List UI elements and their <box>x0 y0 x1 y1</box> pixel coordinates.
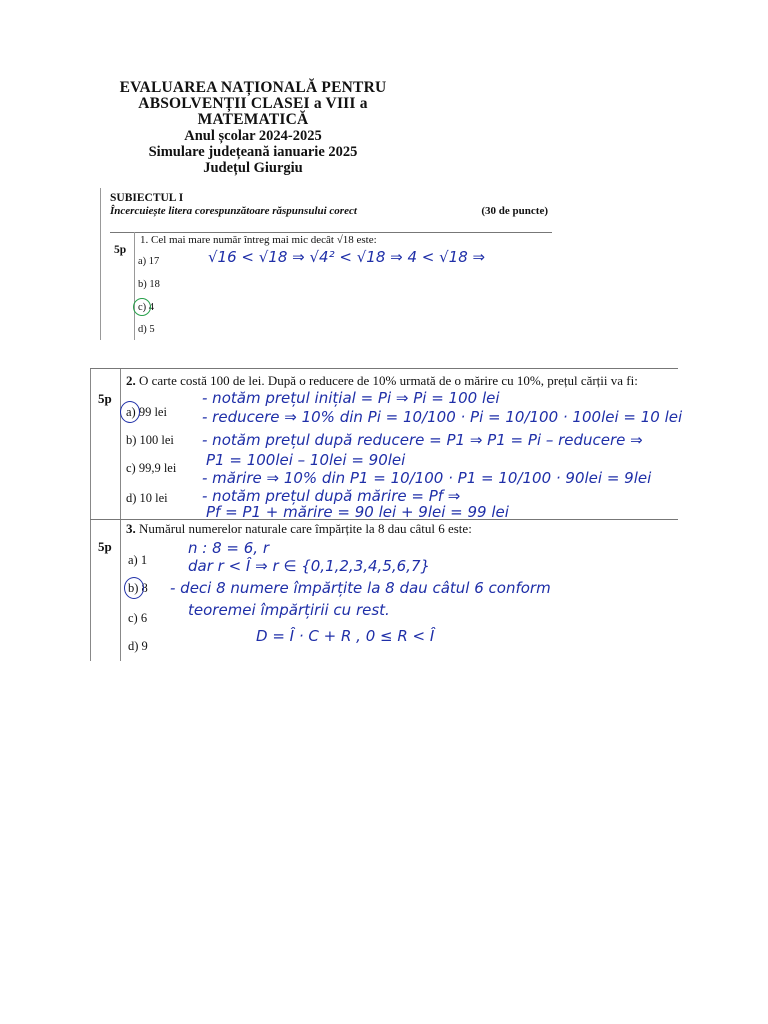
exam-header <box>92 80 414 188</box>
header-line-5: Simulare județeană ianuarie 2025 <box>148 144 358 160</box>
answer-circle <box>120 401 140 423</box>
q1-option-a: a) 17 <box>138 256 160 267</box>
q2-handwriting-7: Pf = P1 + mărire = 90 lei + 9lei = 99 lei <box>206 503 509 521</box>
q2-points: 5p <box>98 391 112 406</box>
divider <box>110 232 552 233</box>
table-border <box>134 232 135 340</box>
q3-handwriting-2: dar r < Î ⇒ r ∈ {0,1,2,3,4,5,6,7} <box>188 557 431 575</box>
q2-option-b: b) 100 lei <box>126 433 174 447</box>
questions-2-3 <box>90 368 683 661</box>
q3-number: 3. <box>126 521 136 536</box>
q2-handwriting-4: P1 = 100lei – 10lei = 90lei <box>206 451 406 469</box>
q1-question: 1. Cel mai mare număr întreg mai mic decât √18 este: <box>140 234 377 246</box>
q2-handwriting-1: - notăm prețul inițial = Pi ⇒ Pi = 100 lei <box>202 389 500 407</box>
q3-handwriting-1: n : 8 = 6, r <box>188 539 269 557</box>
q2-handwriting-6: - notăm prețul după mărire = Pf ⇒ <box>202 487 461 505</box>
header-line-3: MATEMATICĂ <box>197 111 309 128</box>
q2-handwriting-3: - notăm prețul după reducere = P1 ⇒ P1 = Pi – reducere ⇒ <box>202 431 643 449</box>
subiect-title: SUBIECTUL I <box>110 192 184 204</box>
q1-option-d: d) 5 <box>138 324 155 335</box>
subiect-points: (30 de puncte) <box>481 205 548 217</box>
answer-circle <box>124 577 144 599</box>
q3-option-a: a) 1 <box>128 553 148 567</box>
q2-option-a: a) 99 lei <box>126 405 167 419</box>
subiect-instruction: Încercuiește litera corespunzătoare răspunsului corect <box>110 205 357 217</box>
q2-number: 2. <box>126 373 136 388</box>
header-line-1: EVALUAREA NAȚIONALĂ PENTRU <box>119 79 387 96</box>
header-line-6: Județul Giurgiu <box>203 160 303 176</box>
q3-question: Numărul numerelor naturale care împărțite la 8 dau câtul 6 este: <box>139 521 472 536</box>
q1-option-c: c) 4 <box>138 302 155 313</box>
q2-question: O carte costă 100 de lei. După o reducere de 10% urmată de o mărire cu 10%, prețul cărții va fi: <box>139 373 638 388</box>
q3-handwriting-3: - deci 8 numere împărțite la 8 dau câtul 6 conform <box>170 579 551 597</box>
q3-handwriting-4: teoremei împărțirii cu rest. <box>188 601 390 619</box>
table-border <box>90 369 91 661</box>
q3-option-b: b) 8 <box>128 581 148 595</box>
q1-option-b: b) 18 <box>138 279 160 290</box>
q2-option-d: d) 10 lei <box>126 491 168 505</box>
answer-circle <box>133 298 151 316</box>
q2-handwriting-2: - reducere ⇒ 10% din Pi = 10/100 · Pi = 10/100 · 100lei = 10 lei <box>202 408 683 426</box>
q1-points: 5p <box>114 244 127 256</box>
q2-handwriting-5: - mărire ⇒ 10% din P1 = 10/100 · P1 = 10/100 · 90lei = 9lei <box>202 469 652 487</box>
subiect-section <box>100 188 552 340</box>
q3-handwriting-5: D = Î · C + R , 0 ≤ R < Î <box>256 627 435 645</box>
table-border <box>100 188 101 340</box>
q3-option-c: c) 6 <box>128 611 148 625</box>
header-line-2: ABSOLVENȚII CLASEI a VIII a <box>138 95 368 112</box>
q2-option-c: c) 99,9 lei <box>126 461 177 475</box>
header-line-4: Anul școlar 2024-2025 <box>184 128 322 144</box>
q3-option-d: d) 9 <box>128 639 148 653</box>
q1-handwriting: √16 < √18 ⇒ √4² < √18 ⇒ 4 < √18 ⇒ <box>208 248 486 266</box>
q3-points: 5p <box>98 539 112 554</box>
